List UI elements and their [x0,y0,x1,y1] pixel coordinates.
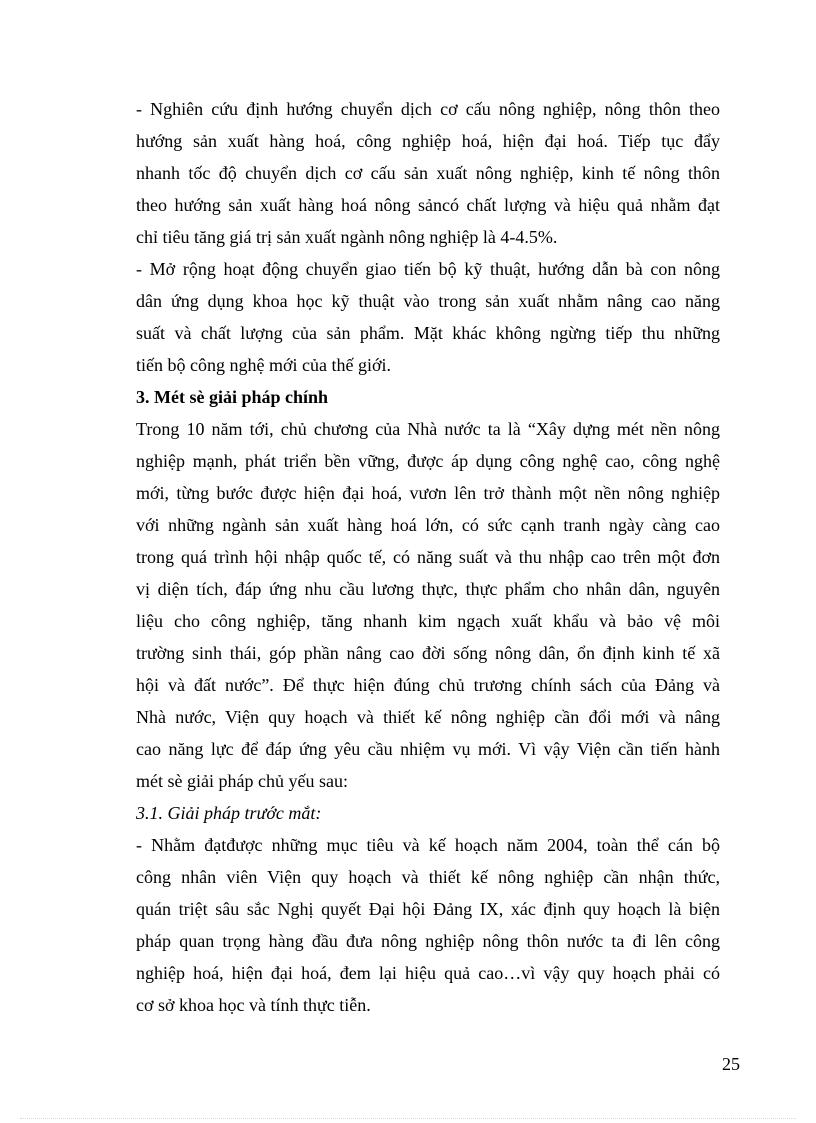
page-number: 25 [722,1054,740,1074]
text-line: mới, từng bước được hiện đại hoá, vươn lên trở thành một nền nông nghiệp [136,483,720,503]
text-line: chỉ tiêu tăng giá trị sản xuất ngành nông nghiệp là 4-4.5%. [136,227,558,247]
text-line: suất và chất lượng của sản phẩm. Mặt khác không ngừng tiếp thu những [136,323,720,343]
text-line: trường sinh thái, góp phần nâng cao đời sống nông dân, ổn định kinh tế xã [136,643,720,663]
text-line: quán triệt sâu sắc Nghị quyết Đại hội Đảng IX, xác định quy hoạch là biện [136,899,720,919]
text-line: - Nhằm đạtđược những mục tiêu và kế hoạch năm 2004, toàn thể cán bộ [136,835,720,855]
text-line: công nhân viên Viện quy hoạch và thiết kế nông nghiệp cần nhận thức, [136,867,720,887]
text-line: vị diện tích, đáp ứng nhu cầu lương thực, thực phẩm cho nhân dân, nguyên [136,579,720,599]
paragraph-state-policy [136,413,720,797]
text-line: pháp quan trọng hàng đầu đưa nông nghiệp nông thôn nước ta đi lên công [136,931,720,951]
text-line: trong quá trình hội nhập quốc tế, có năng suất và thu nhập cao trên một đơn [136,547,720,567]
text-line: mét sè giải pháp chủ yếu sau: [136,771,348,791]
text-line: nghiệp mạnh, phát triển bền vững, được áp dụng công nghệ cao, công nghệ [136,451,720,471]
paragraph-technology-transfer [136,253,720,381]
text-line: liệu cho công nghiệp, tăng nhanh kim ngạch xuất khẩu và bảo vệ môi [136,611,720,631]
text-line: Nhà nước, Viện quy hoạch và thiết kế nông nghiệp cần đổi mới và nâng [136,707,720,727]
text-line: tiến bộ công nghệ mới của thế giới. [136,355,391,375]
subsection-heading: 3.1. Giải pháp trước mắt: [136,803,322,823]
section-heading: 3. Mét sè giải pháp chính [136,387,329,407]
text-line: hướng sản xuất hàng hoá, công nghiệp hoá, hiện đại hoá. Tiếp tục đẩy [136,131,720,151]
text-line: theo hướng sản xuất hàng hoá nông sảncó chất lượng và hiệu quả nhằm đạt [136,195,720,215]
text-line: Trong 10 năm tới, chủ chương của Nhà nước ta là “Xây dựng mét nền nông [136,419,720,439]
body-text [136,93,720,1021]
text-line: cao năng lực để đáp ứng yêu cầu nhiệm vụ mới. Vì vậy Viện cần tiến hành [136,739,720,759]
text-line: cơ sở khoa học và tính thực tiễn. [136,995,371,1015]
paragraph-immediate-solutions [136,829,720,1021]
paragraph-restructuring [136,93,720,253]
text-line: với những ngành sản xuất hàng hoá lớn, có sức cạnh tranh ngày càng cao [136,515,720,535]
text-line: - Nghiên cứu định hướng chuyển dịch cơ cấu nông nghiệp, nông thôn theo [136,99,720,119]
text-line: - Mở rộng hoạt động chuyển giao tiến bộ kỹ thuật, hướng dẫn bà con nông [136,259,720,279]
text-line: dân ứng dụng khoa học kỹ thuật vào trong sản xuất nhằm nâng cao năng [136,291,720,311]
text-line: hội và đất nước”. Để thực hiện đúng chủ trương chính sách của Đảng và [136,675,720,695]
text-line: nghiệp hoá, hiện đại hoá, đem lại hiệu quả cao…vì vậy quy hoạch phải có [136,963,720,983]
text-line: nhanh tốc độ chuyển dịch cơ cấu sản xuất nông nghiệp, kinh tế nông thôn [136,163,720,183]
footer-divider [20,1118,796,1119]
